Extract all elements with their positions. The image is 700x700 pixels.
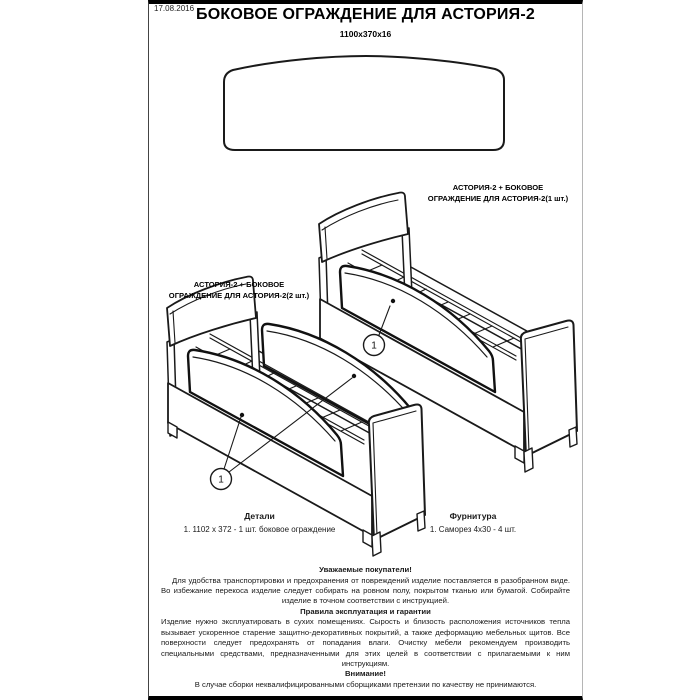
customers-text: Для удобства транспортировки и предохранения от повреждений изделие поставляется в разобранном виде. Во избежание перекоса изделие следует собирать на ровном полу, покрытом тканью или бумагой. Собирайте изделие в точном соответствии с инструкцией. xyxy=(161,575,570,606)
page-title: БОКОВОЕ ОГРАЖДЕНИЕ ДЛЯ АСТОРИЯ-2 xyxy=(196,6,535,23)
bed-double-label xyxy=(148,279,330,301)
bed-single-label-line1: АСТОРИЯ-2 + БОКОВОЕ xyxy=(452,183,544,192)
rules-header: Правила эксплуатация и гарантии xyxy=(300,606,431,616)
attention-text: В случае сборки неквалифицированными сборщиками претензии по качеству не принимаются. xyxy=(194,680,537,690)
side-panel-drawing xyxy=(224,56,504,150)
details-column xyxy=(152,511,367,534)
attention-header: Внимание! xyxy=(345,669,386,679)
panel-dimensions: 1100x370x16 xyxy=(339,29,392,39)
callout-dot xyxy=(240,413,244,417)
hardware-header: Фурнитура xyxy=(449,511,497,521)
callout-dot xyxy=(352,374,356,378)
callout-number: 1 xyxy=(371,340,377,352)
bed-double-label-line2: ОГРАЖДЕНИЕ ДЛЯ АСТОРИЯ-2(2 шт.) xyxy=(168,291,310,300)
notes-section xyxy=(153,565,578,690)
bed-single-label-line2: ОГРАЖДЕНИЕ ДЛЯ АСТОРИЯ-2(1 шт.) xyxy=(427,194,569,203)
bed-single-rail-diagram xyxy=(319,193,577,473)
details-header: Детали xyxy=(244,511,275,521)
hardware-item: 1. Саморез 4x30 - 4 шт. xyxy=(429,525,517,534)
bed-single-label xyxy=(408,182,588,204)
callout-number: 1 xyxy=(218,474,224,486)
hardware-column xyxy=(373,511,573,534)
callout-dot xyxy=(391,299,395,303)
document-date: 17.08.2016 xyxy=(154,4,195,13)
bed-double-label-line1: АСТОРИЯ-2 + БОКОВОЕ xyxy=(193,280,285,289)
details-item: 1. 1102 x 372 - 1 шт. боковое ограждение xyxy=(183,525,336,534)
customers-header: Уважаемые покупатели! xyxy=(319,565,412,574)
rules-text: Изделие нужно эксплуатировать в сухих помещениях. Сырость и близость расположения источников тепла вызывает ускоренное старение защитно-декоративных покрытий, а также деформацию мебельных щитов. Все поверхности следует предохранять от попадания влаги. Очистку мебели рекомендуем производить специальными средствами, предназначенными для этих целей в соответствии с прилагаемыми к ним инструкциям. xyxy=(161,617,570,669)
parts-section xyxy=(152,511,579,534)
